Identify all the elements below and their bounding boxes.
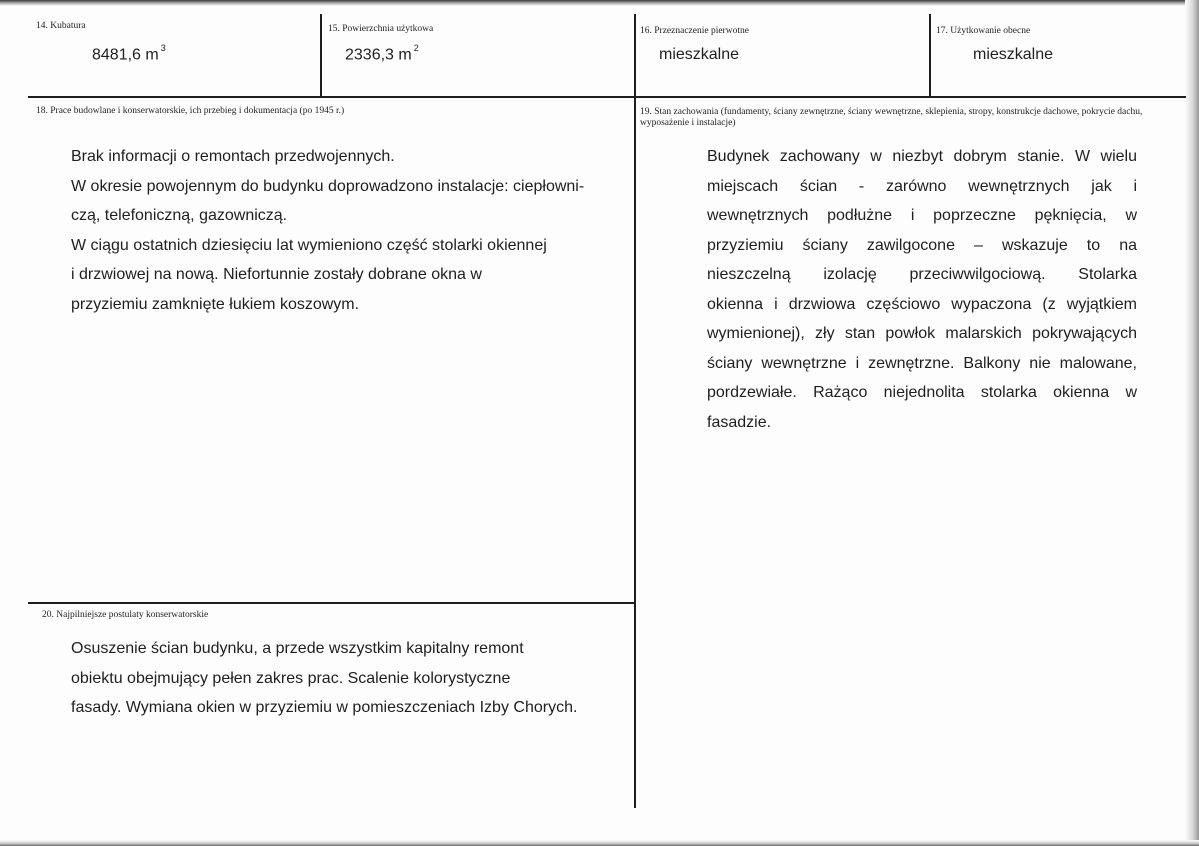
divider-14-15 (320, 14, 322, 96)
section18-line: i drzwiowej na nową. Niefortunnie zostały dobrane okna w (71, 266, 482, 283)
section19-label: 19. Stan zachowania (fundamenty, ściany zewnętrzne, ściany wewnętrzne, sklepienia, stropy, konstrukcje dachowe, pokrycie dachu, wyposażenie i instalacje) (640, 107, 1143, 128)
section19-line: okienna i drzwiowa częściowo wypaczona (z wyjątkiem (707, 295, 1137, 313)
section18-text (71, 142, 584, 319)
scan-edge-bottom (0, 840, 1199, 846)
powierzchnia-label: 15. Powierzchnia użytkowa (328, 24, 434, 34)
section20-line: obiektu obejmujący pełen zakres prac. Scalenie kolorystyczne (71, 669, 511, 687)
section19-line: fasadzie. (707, 413, 772, 431)
powierzchnia-value: 2336,3 m $^2$ (345, 43, 419, 64)
divider-main-vertical (634, 14, 636, 808)
divider-16-17 (929, 14, 931, 96)
section19-line: miejscach ścian - zarówno wewnętrznych jak i (707, 177, 1137, 195)
section18-line: czą, telefoniczną, gazowniczą. (71, 207, 288, 224)
przeznaczenie-label: 16. Przeznaczenie pierwotne (640, 26, 749, 36)
section19-line: wewnętrznych podłużne i poprzeczne pęknięcia, w (707, 207, 1137, 224)
uzytkowanie-value: mieszkalne (973, 46, 1054, 63)
section20-label: 20. Najpilniejsze postulaty konserwatorskie (42, 610, 209, 620)
section18-line: W okresie powojennym do budynku doprowadzono instalacje: ciepłowni- (71, 177, 585, 195)
section19-line: pordzewiałe. Rażąco niejednolita stolarka okienna w (707, 384, 1137, 401)
section19-line: przyziemiu ściany zawilgocone – wskazuje to na (707, 236, 1137, 254)
section18-line: W ciągu ostatnich dziesięciu lat wymieniono część stolarki okiennej (71, 236, 547, 254)
kubatura-label: 14. Kubatura (36, 21, 86, 31)
section20-text (71, 634, 577, 723)
kubatura-value: 8481,6 m $^3$ (92, 43, 166, 64)
przeznaczenie-value: mieszkalne (659, 46, 740, 63)
divider-18-20 (28, 602, 636, 604)
section20-line: fasady. Wymiana okien w przyziemiu w pomieszczeniach Izby Chorych. (71, 699, 578, 716)
section19-line: Budynek zachowany w niezbyt dobrym stanie. W wielu (707, 148, 1137, 165)
section19-text (707, 142, 1137, 437)
section19-line: wymienionej), zły stan powłok malarskich pokrywających (707, 325, 1137, 342)
section19-line: nieszczelną izolację przeciwwilgociową. Stolarka (707, 266, 1137, 283)
section18-line: Brak informacji o remontach przedwojennych. (71, 148, 395, 165)
divider-top-row (28, 96, 1186, 98)
uzytkowanie-label: 17. Użytkowanie obecne (936, 26, 1031, 36)
scan-edge-top (0, 0, 1199, 6)
scan-edge-right (1185, 0, 1199, 846)
section20-line: Osuszenie ścian budynku, a przede wszystkim kapitalny remont (71, 640, 524, 657)
section19-line: ściany wewnętrzne i zewnętrzne. Balkony nie malowane, (707, 354, 1137, 372)
section18-label: 18. Prace budowlane i konserwatorskie, ich przebieg i dokumentacja (po 1945 r.) (36, 106, 345, 116)
section18-line: przyziemiu zamknięte łukiem koszowym. (71, 295, 360, 313)
